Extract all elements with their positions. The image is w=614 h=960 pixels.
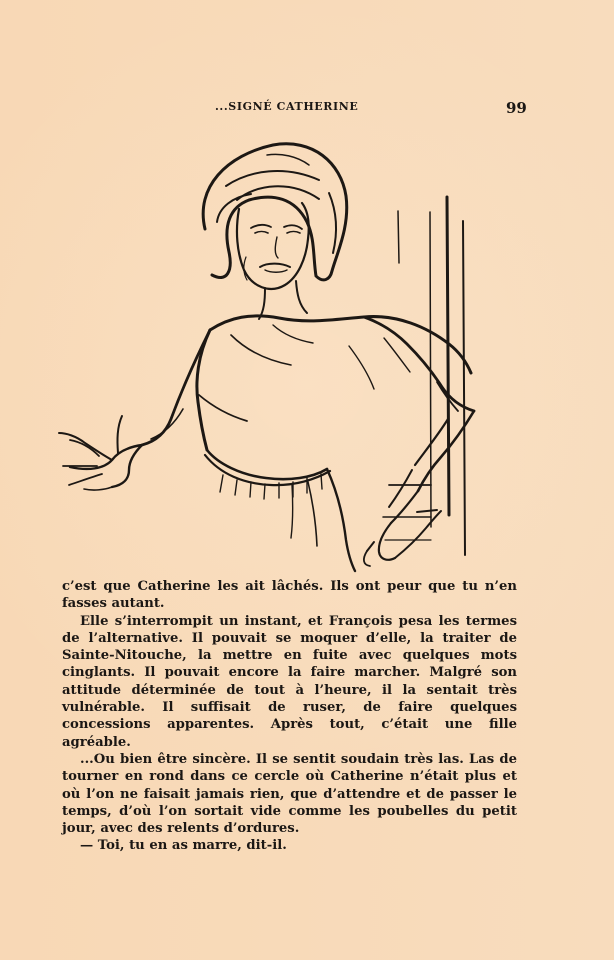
paragraph-1: c’est que Catherine les ait lâchés. Ils ont peur que tu n’en fasses autant.: [62, 579, 517, 612]
running-title: ...SIGNÉ CATHERINE: [215, 100, 359, 113]
body-text: [62, 578, 517, 855]
paragraph-3: ...Ou bien être sincère. Il se sentit soudain très las. Las de tourner en rond dans ce cercle où Catherine n’était plus et où l’on ne faisait jamais rien, que d’attendre et de passer le temps, d’où l’on sortait vide comme les poubelles du petit jour, avec des relents d’ordures.: [62, 751, 517, 837]
page-number: 99: [506, 99, 527, 117]
paragraph-4: — Toi, tu en as marre, dit-il.: [80, 838, 287, 854]
ink-illustration: [45, 135, 485, 575]
woman-ink-drawing: [45, 135, 485, 575]
paragraph-2: Elle s’interrompit un instant, et François pesa les termes de l’alternative. Il pouvait se moquer d’elle, la traiter de Sainte-Nitouche, la mettre en fuite avec quelques mots cinglants. Il pouvait encore la faire marcher. Malgré son attitude déterminée de tout à l’heure, il la sentait très vulnérable. Il suffisait de ruser, de faire quelques concessions apparentes. Après tout, c’était une fille agréable.: [62, 613, 517, 750]
